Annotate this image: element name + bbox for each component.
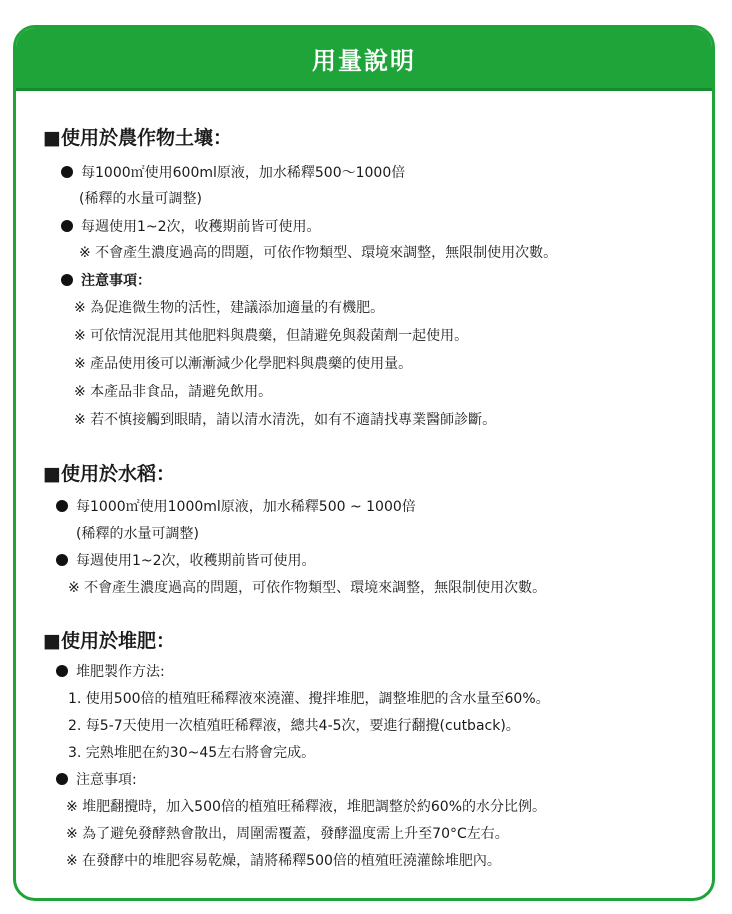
bullet-icon: [56, 773, 68, 785]
step-item: 1. 使用500倍的植殖旺稀釋液來澆灌、攪拌堆肥，調整堆肥的含水量至60%。: [68, 691, 550, 707]
list-item: 每1000㎡使用1000ml原液，加水稀釋500 ~ 1000倍: [56, 498, 416, 516]
section-title-compost: ■使用於堆肥：: [43, 630, 175, 652]
list-item: 堆肥製作方法:: [56, 663, 165, 681]
note-item: ※ 為了避免發酵熱會散出，周圍需覆蓋，發酵溫度需上升至70°C左右。: [66, 826, 509, 842]
step-item: 3. 完熟堆肥在約30~45左右將會完成。: [68, 745, 316, 761]
page-title: 用量說明: [312, 46, 416, 75]
bullet-icon: [61, 166, 73, 178]
list-item: 注意事項：: [61, 272, 151, 290]
list-item: 每週使用1~2次，收穫期前皆可使用。: [61, 218, 321, 236]
note-item: ※ 不會產生濃度過高的問題，可依作物類型、環境來調整，無限制使用次數。: [79, 245, 558, 261]
usage-card: [13, 25, 715, 901]
section-title-crops: ■使用於農作物土壤：: [43, 127, 232, 149]
bullet-icon: [61, 274, 73, 286]
note-item: ※ 產品使用後可以漸漸減少化學肥料與農藥的使用量。: [74, 356, 413, 372]
list-item: 注意事項:: [56, 771, 137, 789]
list-item: (稀釋的水量可調整): [76, 526, 199, 542]
note-item: ※ 不會產生濃度過高的問題，可依作物類型、環境來調整，無限制使用次數。: [68, 580, 547, 596]
list-item: 每1000㎡使用600ml原液，加水稀釋500～1000倍: [61, 164, 405, 182]
bullet-icon: [56, 500, 68, 512]
content-area: [16, 28, 712, 898]
note-item: ※ 為促進微生物的活性，建議添加適量的有機肥。: [74, 300, 385, 316]
bullet-icon: [56, 665, 68, 677]
list-item: 每週使用1~2次，收穫期前皆可使用。: [56, 552, 316, 570]
note-item: ※ 可依情況混用其他肥料與農藥，但請避免與殺菌劑一起使用。: [74, 328, 469, 344]
step-item: 2. 每5-7天使用一次植殖旺稀釋液，總共4-5次，要進行翻攪(cutback)。: [68, 718, 520, 734]
note-item: ※ 堆肥翻攪時，加入500倍的植殖旺稀釋液，堆肥調整於約60%的水分比例。: [66, 799, 547, 815]
note-item: ※ 若不慎接觸到眼睛，請以清水清洗，如有不適請找專業醫師診斷。: [74, 412, 497, 428]
note-item: ※ 在發酵中的堆肥容易乾燥，請將稀釋500倍的植殖旺澆灌餘堆肥內。: [66, 853, 501, 869]
list-item: (稀釋的水量可調整): [79, 191, 202, 207]
note-item: ※ 本產品非食品，請避免飲用。: [74, 384, 273, 400]
bullet-icon: [56, 554, 68, 566]
bullet-icon: [61, 220, 73, 232]
section-title-rice: ■使用於水稻：: [43, 463, 175, 485]
